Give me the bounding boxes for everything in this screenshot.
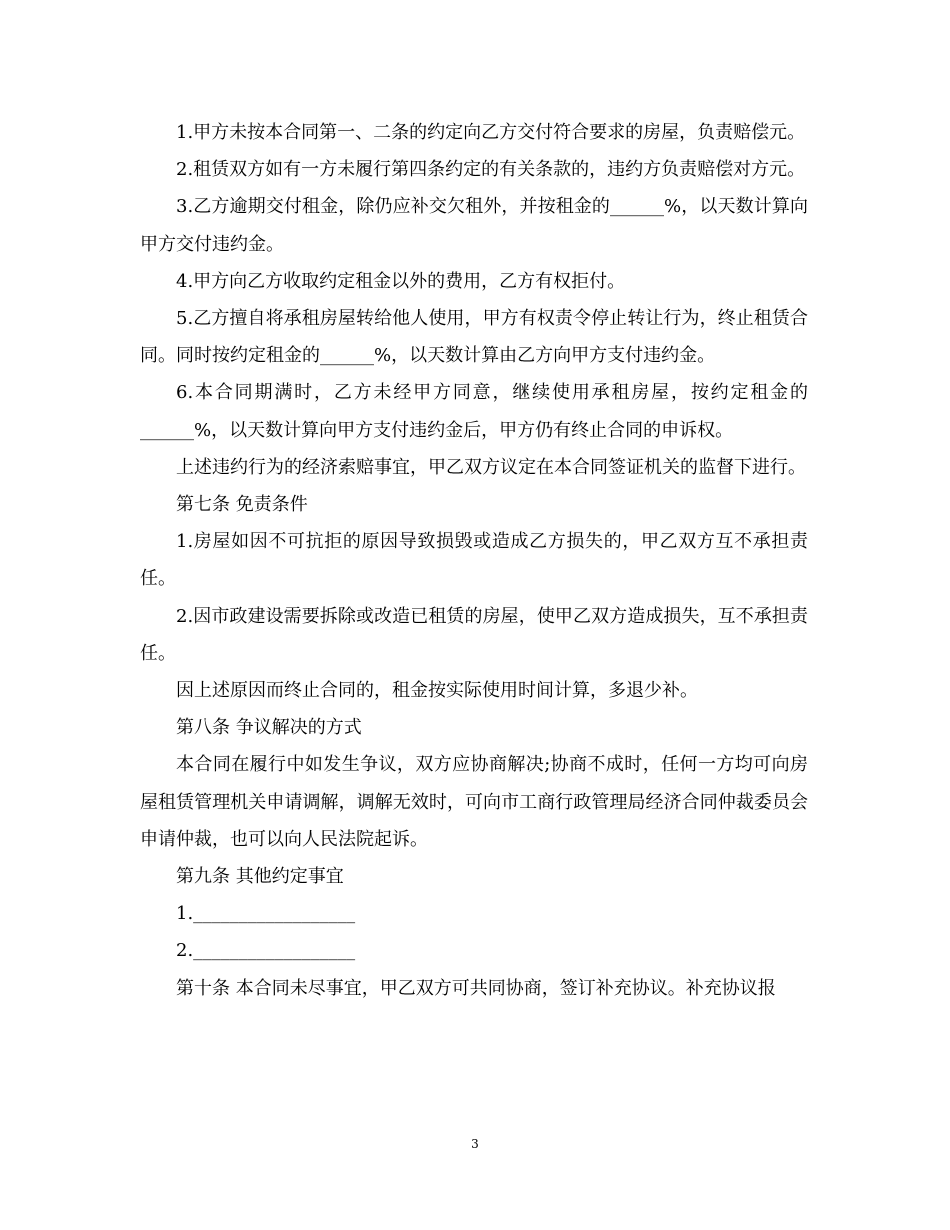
paragraph-compensation-note: 上述违约行为的经济索赔事宜，甲乙双方议定在本合同签证机关的监督下进行。 (176, 456, 806, 478)
heading-article-9: 第九条 其他约定事宜 (176, 866, 344, 888)
paragraph-clause-6-5: 5.乙方擅自将承租房屋转给他人使用，甲方有权责令停止转让行为，终止租赁合同。同时按约定租金的______%，以天数计算由乙方向甲方支付违约金。 (140, 308, 808, 367)
paragraph-article-10: 第十条 本合同未尽事宜，甲乙双方可共同协商，签订补充协议。补充协议报 (176, 977, 776, 999)
page-number: 3 (471, 1137, 479, 1151)
paragraph-clause-6-1: 1.甲方未按本合同第一、二条的约定向乙方交付符合要求的房屋，负责赔偿元。 (176, 122, 806, 143)
paragraph-clause-9-1: 1.__________________ (176, 903, 356, 925)
paragraph-rent-settlement: 因上述原因而终止合同的，租金按实际使用时间计算，多退少补。 (176, 680, 698, 702)
heading-article-8: 第八条 争议解决的方式 (176, 717, 362, 739)
document-body (140, 114, 808, 1007)
paragraph-clause-6-3: 3.乙方逾期交付租金，除仍应补交欠租外，并按租金的______%，以天数计算向甲方交付违约金。 (140, 196, 808, 255)
paragraph-clause-7-2: 2.因市政建设需要拆除或改造已租赁的房屋，使甲乙双方造成损失，互不承担责任。 (140, 605, 808, 664)
paragraph-clause-7-1: 1.房屋如因不可抗拒的原因导致损毁或造成乙方损失的，甲乙双方互不承担责任。 (140, 531, 808, 590)
paragraph-dispute-resolution: 本合同在履行中如发生争议，双方应协商解决;协商不成时，任何一方均可向房屋租赁管理机关申请调解，调解无效时，可向市工商行政管理局经济合同仲裁委员会申请仲裁，也可以向人民法院起诉。 (140, 754, 808, 850)
paragraph-clause-6-2: 2.租赁双方如有一方未履行第四条约定的有关条款的，违约方负责赔偿对方元。 (176, 159, 806, 181)
paragraph-clause-6-4: 4.甲方向乙方收取约定租金以外的费用，乙方有权拒付。 (176, 270, 626, 292)
paragraph-clause-9-2: 2.__________________ (176, 940, 356, 962)
heading-article-7: 第七条 免责条件 (176, 494, 308, 516)
paragraph-clause-6-6: 6.本合同期满时，乙方未经甲方同意，继续使用承租房屋，按约定租金的______%，以天数计算向甲方支付违约金后，甲方仍有终止合同的申诉权。 (140, 382, 808, 441)
